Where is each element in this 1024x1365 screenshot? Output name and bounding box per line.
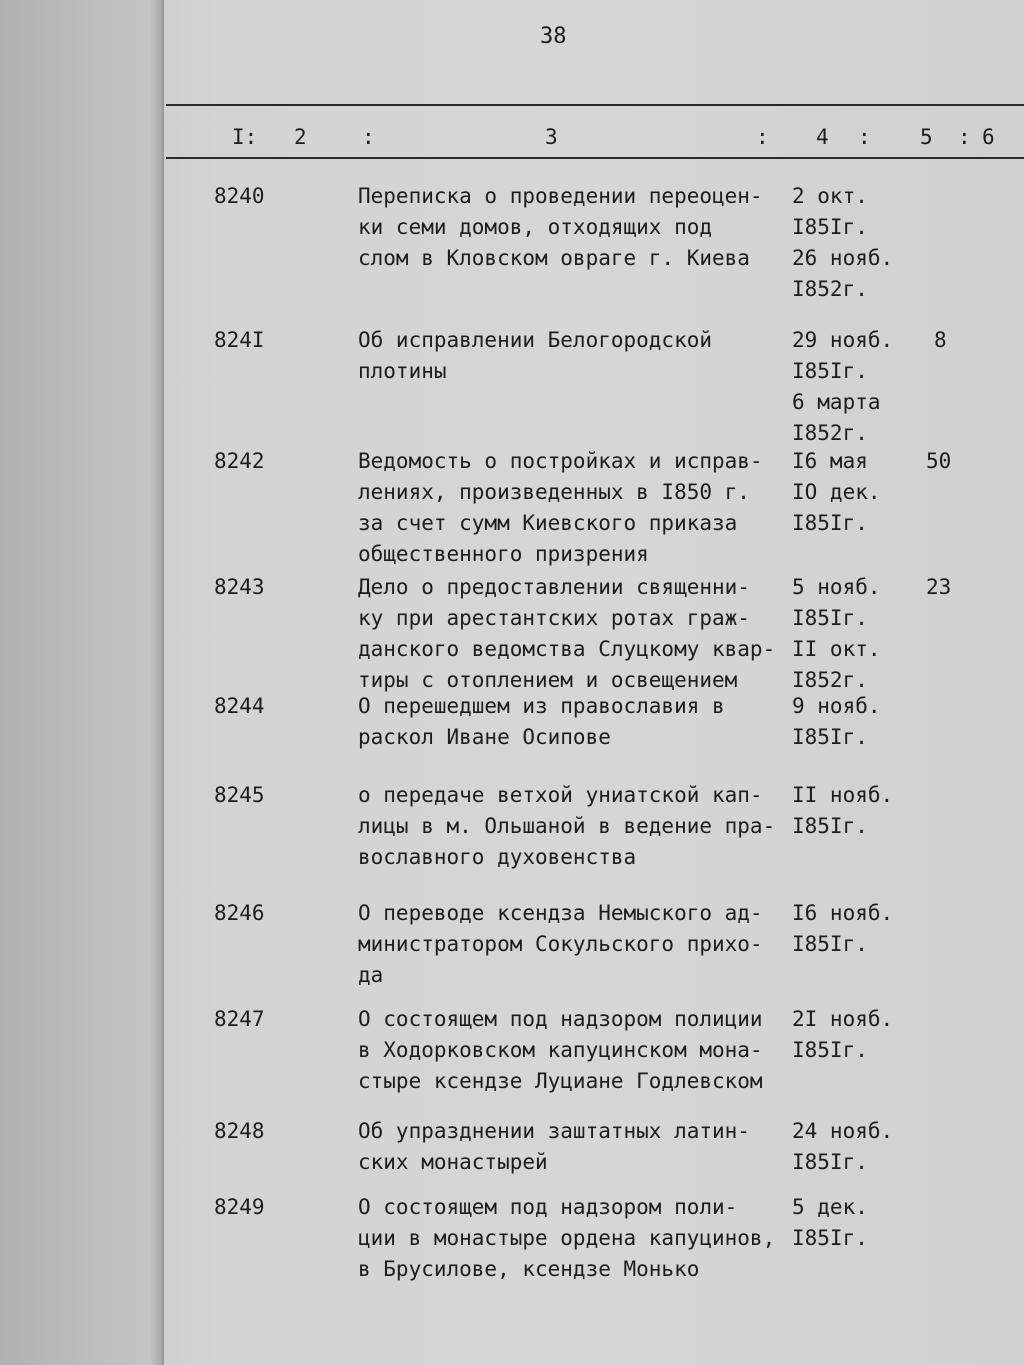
title-line: общественного призрения <box>358 542 649 566</box>
date-line: 2 окт. <box>792 184 868 208</box>
row-title <box>358 691 788 753</box>
title-line: данского ведомства Слуцкому квар- <box>358 637 776 661</box>
date-line: I85Iг. <box>792 725 868 749</box>
date-line: I85Iг. <box>792 511 868 535</box>
date-line: II окт. <box>792 637 881 661</box>
date-line: I85Iг. <box>792 814 868 838</box>
title-line: плотины <box>358 359 447 383</box>
title-line: О состоящем под надзором полиции <box>358 1007 763 1031</box>
row-title <box>358 446 788 570</box>
row-dates <box>792 780 907 842</box>
date-line: II нояб. <box>792 783 894 807</box>
title-line: вославного духовенства <box>358 845 637 869</box>
title-line: слом в Кловском овраге г. Киева <box>358 246 750 270</box>
date-line: I852г. <box>792 421 868 445</box>
row-count: 50 <box>926 449 952 473</box>
row-dates <box>792 572 907 696</box>
title-line: ку при арестантских ротах граж- <box>358 606 750 630</box>
title-line: да <box>358 963 384 987</box>
row-number: 8249 <box>214 1195 265 1219</box>
date-line: 29 нояб. <box>792 328 894 352</box>
page-number: 38 <box>540 24 567 49</box>
title-line: О перешедшем из православия в <box>358 694 725 718</box>
row-dates <box>792 1192 907 1254</box>
date-line: 9 нояб. <box>792 694 881 718</box>
row-title <box>358 572 788 696</box>
row-number: 8244 <box>214 694 265 718</box>
title-line: в Брусилове, ксендзе Монько <box>358 1257 700 1281</box>
date-line: 5 нояб. <box>792 575 881 599</box>
row-title <box>358 1116 788 1178</box>
row-number: 824I <box>214 328 265 352</box>
column-header-5: 5 <box>920 125 933 149</box>
date-line: IO дек. <box>792 480 881 504</box>
row-dates <box>792 1004 907 1066</box>
column-header-row <box>0 125 1024 153</box>
column-separator: : <box>362 125 375 149</box>
date-line: I85Iг. <box>792 1226 868 1250</box>
row-number: 8242 <box>214 449 265 473</box>
date-line: I85Iг. <box>792 606 868 630</box>
title-line: министратором Сокульского прихо- <box>358 932 763 956</box>
date-line: I6 нояб. <box>792 901 894 925</box>
row-title <box>358 181 788 274</box>
date-line: I85Iг. <box>792 1038 868 1062</box>
title-line: Об упразднении заштатных латин- <box>358 1119 750 1143</box>
row-dates <box>792 446 907 539</box>
title-line: стыре ксендзе Луциане Годлевском <box>358 1069 763 1093</box>
column-header-1: I: <box>232 125 258 149</box>
title-line: О состоящем под надзором поли- <box>358 1195 738 1219</box>
date-line: I85Iг. <box>792 215 868 239</box>
column-header-4: 4 <box>816 125 829 149</box>
column-header-6: 6 <box>982 125 995 149</box>
row-title <box>358 1004 788 1097</box>
row-title <box>358 1192 788 1285</box>
previous-page-edge <box>0 0 164 1365</box>
title-line: в Ходорковском капуцинском мона- <box>358 1038 763 1062</box>
date-line: I85Iг. <box>792 932 868 956</box>
title-line: лицы в м. Ольшаной в ведение пра- <box>358 814 776 838</box>
row-dates <box>792 1116 907 1178</box>
header-bottom-rule <box>166 157 1024 159</box>
title-line: ции в монастыре ордена капуцинов, <box>358 1226 776 1250</box>
header-top-rule <box>166 104 1024 106</box>
title-line: ки семи домов, отходящих под <box>358 215 713 239</box>
row-number: 8246 <box>214 901 265 925</box>
row-number: 8243 <box>214 575 265 599</box>
date-line: I852г. <box>792 277 868 301</box>
date-line: 6 марта <box>792 390 881 414</box>
row-number: 8248 <box>214 1119 265 1143</box>
title-line: тиры с отоплением и освещением <box>358 668 738 692</box>
title-line: ских монастырей <box>358 1150 548 1174</box>
row-dates <box>792 181 907 305</box>
title-line: лениях, произведенных в I850 г. <box>358 480 750 504</box>
date-line: 24 нояб. <box>792 1119 894 1143</box>
title-line: Дело о предоставлении священни- <box>358 575 750 599</box>
column-header-2: 2 <box>294 125 307 149</box>
row-number: 8240 <box>214 184 265 208</box>
row-title <box>358 325 788 387</box>
date-line: 26 нояб. <box>792 246 894 270</box>
date-line: I852г. <box>792 668 868 692</box>
title-line: Ведомость о постройках и исправ- <box>358 449 763 473</box>
column-separator: : <box>958 125 971 149</box>
title-line: за счет сумм Киевского приказа <box>358 511 738 535</box>
date-line: I85Iг. <box>792 359 868 383</box>
row-count: 23 <box>926 575 952 599</box>
row-dates <box>792 898 907 960</box>
title-line: Переписка о проведении переоцен- <box>358 184 763 208</box>
column-separator: : <box>756 125 769 149</box>
date-line: 5 дек. <box>792 1195 868 1219</box>
row-dates <box>792 691 907 753</box>
row-number: 8247 <box>214 1007 265 1031</box>
column-separator: : <box>858 125 871 149</box>
title-line: раскол Иване Осипове <box>358 725 611 749</box>
date-line: I85Iг. <box>792 1150 868 1174</box>
row-count: 8 <box>934 328 947 352</box>
row-dates <box>792 325 907 449</box>
title-line: Об исправлении Белогородской <box>358 328 713 352</box>
row-number: 8245 <box>214 783 265 807</box>
row-title <box>358 898 788 991</box>
column-header-3: 3 <box>545 125 558 149</box>
date-line: I6 мая <box>792 449 868 473</box>
title-line: О переводе ксендза Немыского ад- <box>358 901 763 925</box>
title-line: о передаче ветхой униатской кап- <box>358 783 763 807</box>
row-title <box>358 780 788 873</box>
date-line: 2I нояб. <box>792 1007 894 1031</box>
